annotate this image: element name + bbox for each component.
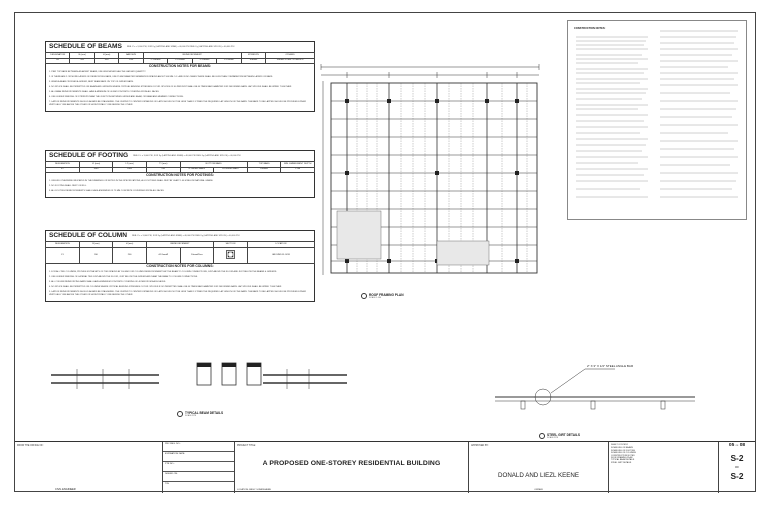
header-cell: B (mm) (70, 52, 94, 58)
header-cell: L2 (mm) (113, 161, 147, 167)
sheet-content-item: TYPICAL BEAM DETAILS (611, 459, 635, 462)
project-title: A PROPOSED ONE-STOREY RESIDENTIAL BUILDING (262, 460, 441, 467)
column-schedule-table (45, 241, 315, 264)
cell: 10mmØ (247, 167, 281, 172)
footing-schedule-title: SCHEDULE OF FOOTING (49, 152, 129, 159)
girt-details-title: STEEL GIRT DETAILS (547, 433, 580, 437)
project-label: PROJECT TITLE: (237, 444, 256, 447)
cell: 2-12mmØ (192, 58, 216, 63)
construction-notes-sheet (567, 20, 747, 220)
header-cell: REINFORCEMENT (146, 241, 213, 247)
girt-details-label (539, 433, 580, 439)
notes-text-block (568, 21, 748, 221)
roof-plan-label (361, 293, 404, 299)
sheet-content-item: CONSTRUCTION NOTES (611, 454, 635, 457)
beam-details-scale: SCALE NTS (185, 415, 197, 417)
ptr-label: PTR NO.: (165, 463, 175, 465)
note-item: 3. ALL COLUMN REINFORCING BARS SHALL HAVE A MINIMUM CONCRETE COVERING OF 40 MM FROM EACH FACES. (49, 281, 166, 284)
cell: 2-12mmØ (217, 58, 241, 63)
sheet-of-small: OF (735, 445, 739, 447)
roof-plan-title: ROOF FRAMING PLAN (369, 293, 404, 297)
expiration-label: EXPIRATION DATE: (165, 453, 185, 455)
header-cell: T1 (mm) (146, 161, 180, 167)
column-schedule (45, 230, 315, 302)
cell: 8-10mmØ BARS (214, 167, 248, 172)
girt-details-drawing (495, 363, 695, 423)
sheet-index (719, 443, 755, 448)
note-item: 4. NO SPLICE SHALL BE PERMITTED ON COLUMNS WHERE CRITICAL BENDING STRESSES OCCUR. SPLICES IF SO PERMITTED SHALL BE 40 TIMES BAR DIAMETER FOR DEFORMED BARS. LAP SPLICES SHALL BE WIRED TOGETHER. (49, 286, 282, 289)
note-item: 1. FOR ALL TIED COLUMNS, PROVIDE EXTRA SETS OF TIES SPACED AT 100 MM. FOR COLUMN REINFORCEMENTS AT THE BEAM TO COLUMN CONNECTIONS, JUST ABOVE THE FLOOR AND JUST BELOW THE BEAMS & GIRDERS. (49, 271, 277, 274)
cell: 10mmØ bar (180, 247, 214, 263)
sheet-code-top: S-2 (730, 453, 744, 463)
beam-details-drawing (47, 349, 347, 409)
note-item: 4. NO SPLICE SHALL BE PERMITTED ON BEAMS AND GIRDERS WHERE CRITICAL BENDING STRESSES OCCUR. SPLICES OF 60 PERCENT SHALL BE 40 TIMES BAR DIAMETER FOR DEFORMED BARS. LAP SPLICES SHALL BE WIRED TOGETHER. (49, 86, 292, 89)
sheet-content-item: SCHEDULE OF COLUMNS (611, 452, 636, 455)
office-cell (15, 442, 163, 493)
footing-schedule-header (45, 150, 315, 161)
column-section-cell (214, 247, 248, 263)
beam-notes-list (45, 70, 315, 112)
table-row (46, 167, 315, 172)
header-cell: LOCATION (247, 241, 314, 247)
sheet-total-small: 08 (739, 443, 746, 448)
beam-schedule-title: SCHEDULE OF BEAMS (49, 43, 122, 50)
sheet-number-cell (719, 442, 755, 493)
issued-label: ISSUED ON: (165, 473, 178, 475)
note-item: 5. ALL BEAM REINFORCEMENTS SHALL HAVE A MINIMUM OF 40 MM CONCRETE COVERING FROM ALL FACES. (49, 91, 160, 94)
header-cell: OTHERS (266, 52, 315, 58)
header-cell: TOP BARS (247, 161, 281, 167)
header-cell: SECTION (214, 241, 248, 247)
cell: 200 (113, 247, 147, 263)
approved-label: APPROVED BY: (471, 444, 489, 447)
column-schedule-header (45, 230, 315, 241)
header-cell: STIRRUPS (241, 52, 265, 58)
prc-row (163, 442, 234, 452)
cell: 2-12mmØ (143, 58, 167, 63)
header-cell: H (mm) (113, 241, 147, 247)
cell: 200 (70, 58, 94, 63)
cell: B1 (46, 58, 70, 63)
note-item: 5. LAPS IN REINFORCEMENTS SHOULD ALWAYS BE STAGGERED. THE CENTER TO CENTER DISTANCES OF LAPS SHOULD NOT BE LESS THAN 1.3 TIMES THE REQUIRED LAP LENGTH OF THE BARS. THE BARS TO BE LAPPED SHOULD BE PROVIDED EITHER VERTICALLY ONE ABOVE THE OTHER OR HORIZONTALLY ONE BESIDE THE OTHER. (49, 291, 307, 297)
cell: 1000 (113, 167, 147, 172)
note-item: 2. USE LESSER SPACING OF LATERAL TIES JUST ABOVE THE FLOOR, JUST BELOW THE GIRDER AND NEAR THE BEAM TO COLUMN CONNECTIONS. (49, 276, 198, 279)
beam-schedule-spec: REB. F'c = 3,000 PSI, FOR Fy (LAPPING AND SPAN) = 40,000 PSI REB. Fy (LAPPING AND SPLICE) = 40,000 PSI (126, 45, 235, 48)
cell: 300 (94, 58, 118, 63)
note-item: 7. LAPS IN REINFORCEMENTS SHOULD ALWAYS BE STAGGERED. THE CENTER TO CENTER DISTANCES OF LAPS SHOULD NOT BE LESS THAN 1.3 TIMES THE REQUIRED LAP LENGTH OF THE BARS. THE BARS TO BE LAPPED SHOULD BE PROVIDED EITHER VERTICALLY ONE ABOVE THE OTHER OR HORIZONTALLY ONE BESIDE THE OTHER. (49, 101, 307, 107)
engineer-label: CIVIL ENGINEER (55, 488, 76, 491)
ptr-row (163, 462, 234, 472)
sheet-code-bottom: S-2 (730, 471, 744, 481)
beam-schedule-table (45, 52, 315, 64)
column-schedule-spec: REB. F'c = 3,000 PSI, FOR Fy (LAPPING AND SPAN) = 40,000 PSI REB. Fy (LAPPING AND SPLICE) = 40,000 PSI (132, 234, 240, 237)
column-schedule-title: SCHEDULE OF COLUMN (49, 232, 128, 239)
issued-row (163, 472, 234, 482)
cell: 1.0m (281, 167, 315, 172)
note-item: 6. USE LESSER SPACING OF STIRRUPS NEAR THE JUNCTION BETWEEN GIRDER AND BEAM, OR BEAM AND MEMBER CONNECTIONS. (49, 96, 184, 99)
sheet-content-item: STEEL GIRT DETAILS (611, 461, 632, 464)
header-cell: DESIGNATION (46, 241, 80, 247)
roof-framing-plan (317, 61, 541, 287)
roof-framing-drawing (317, 61, 541, 287)
project-cell (235, 442, 469, 493)
drawing-bubble-icon (539, 433, 545, 439)
cell: 250 (146, 167, 180, 172)
note-item: 3. WHEN A BEAM CROSSES A GIRDER, BEST BEAM BARS ON TOP OF GIRDER BARS. (49, 81, 134, 84)
column-notes-list (45, 270, 315, 302)
header-cell: L1 (mm) (79, 161, 113, 167)
column-notes-title: CONSTRUCTION NOTES FOR COLUMNS: (45, 264, 315, 271)
owner-name: DONALD AND LIEZL KEENE (498, 472, 579, 479)
cell: GROUND FLOOR (247, 247, 314, 263)
beam-schedule-header (45, 41, 315, 52)
construction-notes-title: CONSTRUCTION NOTES: (574, 27, 606, 30)
cell: 10mmØ (241, 58, 265, 63)
approval-cell (469, 442, 609, 493)
footing-schedule-spec: REB. F'c = 3,000 PSI, FOR Fy (LAPPING AND SPAN) = 40,000 PSI REB. Fy (LAPPING AND SPLICE) = 40,000 PSI (133, 154, 241, 157)
sheet-number-small: 05 (728, 443, 735, 448)
license-cell (163, 442, 235, 493)
note-item: 3. ALL FOOTING REINFORCEMENTS SHALL HAVE A MINIMUM OF 75 MM CONCRETE COVERINGS FROM ALL FACES. (49, 190, 165, 193)
steel-girt-details (495, 363, 695, 423)
office-label: FROM THE OFFICE OF: (17, 444, 44, 447)
cell: 12Ø (119, 58, 143, 63)
prc-label: PRC REG. NO.: (165, 443, 181, 445)
cell: 8-10mmØ BARS (180, 167, 214, 172)
note-item: 1. PIER TOP BARS BETWEEN ADJACENT BEAMS, USE WHICHEVER HAS THE LARGER QUANTITY. (49, 71, 146, 74)
header-cell: B (mm) (79, 241, 113, 247)
sheet-content-label: SHEET CONTENT: (611, 444, 629, 446)
sheet-content-item: ROOF FRAMING PLAN (611, 456, 633, 459)
cell: 200 (79, 247, 113, 263)
header-cell: BOTTOM BARS (180, 161, 247, 167)
note-item: 1. UNLESS OTHERWISE INDICATED IN THE DRAWINGS OR NOTED IN THE SPECIFICATIONS, ALL FOOTINGS SHALL REST AT LEAST 1.00 M BELOW NATURAL GRADE. (49, 180, 214, 183)
girt-details-scale: SCALE NTS (547, 437, 559, 439)
drawing-bubble-icon (361, 293, 367, 299)
expiration-row (163, 452, 234, 462)
beam-details-title: TYPICAL BEAM DETAILS (185, 411, 224, 415)
tin-row (163, 482, 234, 493)
header-cell: H (mm) (94, 52, 118, 58)
table-row (46, 247, 315, 263)
header-cell: DESIGNATION (46, 52, 70, 58)
note-item: 2. IF THERE ARE 2 OR MORE LAYERS OF REINFORCING BARS, USE 25 MM DIAMETER SEPARATION SPACED ABOUT 900 MM O.C. AND IN NO CASES THERE SHALL BE LESS THAN 2 SEPARATORS BETWEEN LAYERS OF BARS. (49, 76, 273, 79)
header-cell: REINFORCEMENT (143, 52, 241, 58)
roof-plan-scale: SCALE 1:100 (369, 297, 382, 299)
column-section-icon (226, 250, 235, 259)
table-row (46, 58, 315, 63)
location-label: LOCATION: BRGY. SOMEWHERE (237, 489, 271, 491)
girt-callout-text: 2" X 3" X 1/4" STEEL ANGLE BAR (587, 364, 634, 368)
footing-notes-list (45, 179, 315, 198)
cell: 4-12mmØ (146, 247, 180, 263)
header-cell: MIN. EMBEDMENT DEPTH (281, 161, 315, 167)
sheet-content-cell (609, 442, 719, 493)
tin-label: TIN: (165, 483, 170, 485)
note-item: 2. NO FOOTING SHALL REST ON FILL. (49, 185, 87, 188)
sheet-of-label: OF (734, 465, 740, 469)
footing-notes-title: CONSTRUCTION NOTES FOR FOOTINGS: (45, 173, 315, 180)
sheet-content-item: SCHEDULE OF BEAMS (611, 447, 633, 450)
cell: F1 (46, 167, 80, 172)
typical-beam-details (47, 349, 347, 409)
cell: 10mmØ STEEL STIRRUPS (266, 58, 315, 63)
footing-schedule-table (45, 161, 315, 173)
title-block (15, 441, 755, 492)
footing-schedule (45, 150, 315, 198)
header-cell: BAR SIZE (119, 52, 143, 58)
owner-label: OWNER (534, 489, 543, 491)
cell: 1000 (79, 167, 113, 172)
header-cell: DESIGNATION (46, 161, 80, 167)
drawing-bubble-icon (177, 411, 183, 417)
cell: C1 (46, 247, 80, 263)
beam-schedule (45, 41, 315, 112)
sheet-content-item: SCHEDULE OF FOOTING (611, 449, 635, 452)
cell: 2-12mmØ (168, 58, 192, 63)
beam-notes-title: CONSTRUCTION NOTES FOR BEAMS: (45, 64, 315, 71)
beam-details-label (177, 411, 223, 417)
